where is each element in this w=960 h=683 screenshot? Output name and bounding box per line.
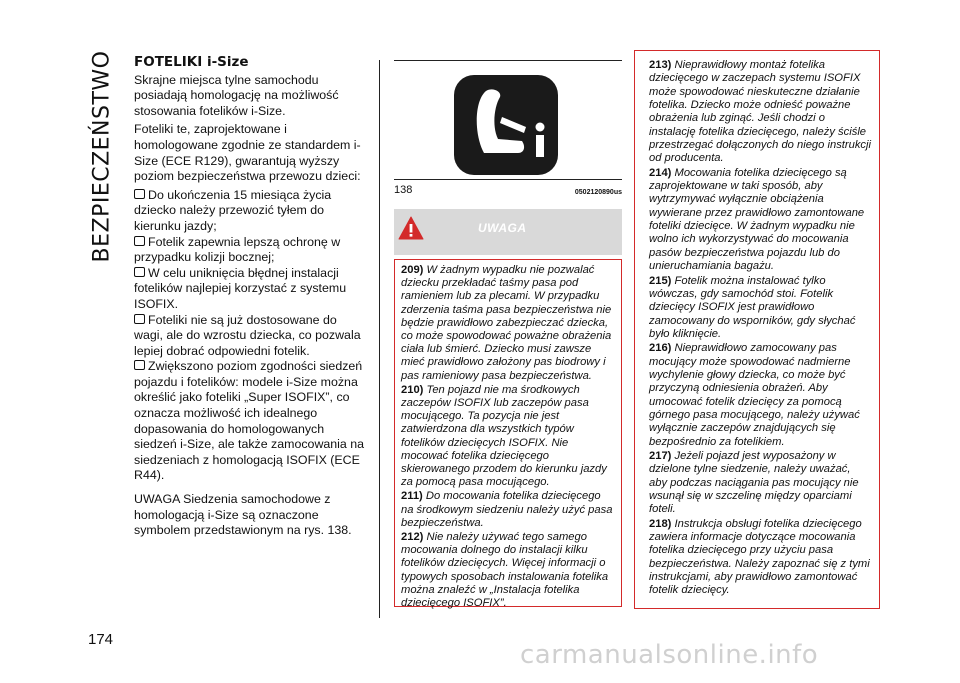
warning-triangle-icon — [398, 216, 424, 240]
watermark: carmanualsonline.info — [520, 640, 819, 670]
warning-header — [394, 209, 622, 255]
warning-text: Ten pojazd nie ma środkowych zaczepów ISOFIX lub zaczepów pasa mocującego. Ta pozycja nie jest zatwierdzona dla wszystkich typów fotelików dziecięcych ISOFIX. Nie mocować fotelika dziecięcego skierowanego przodem do kierunku jazdy za pomocą pasa mocującego. — [401, 383, 607, 489]
figure-number: 138 — [394, 184, 413, 196]
warning-item — [649, 518, 871, 598]
bullet-text: Fotelik zapewnia lepszą ochronę w przypadku kolizji bocznej; — [134, 234, 341, 265]
bullet-text: W celu uniknięcia błędnej instalacji fotelików najlepiej korzystać z systemu ISOFIX. — [134, 265, 347, 311]
warning-continued-box — [634, 50, 880, 609]
warning-number: 209) — [401, 264, 424, 276]
warning-number: 218) — [649, 517, 672, 530]
bullet-text: Zwiększono poziom zgodności siedzeń pojazdu i fotelików: modele i-Size można określić jako foteliki „Super ISOFIX”, co oznacza możliwość ich idealnego dopasowania do homologowanych siedzeń i-Size, ale także zamocowania na siedzeniach z homologacją ISOFIX (ECE R44). — [134, 359, 365, 483]
warning-number: 217) — [649, 449, 672, 462]
page-number: 174 — [88, 631, 114, 648]
warning-text: Nieprawidłowo zamocowany pas mocujący może spowodować nadmierne wychylenie głowy dziecka, co może być przyczyną odniesienia obrażeń. Aby umocować fotelik dziecięcy za pomocą górnego pasa mocującego, należy używać wyłącznie zaczepów znajdujących się bezpośrednio za fotelikiem. — [649, 342, 860, 448]
figure-138 — [394, 61, 622, 179]
warning-item — [649, 275, 871, 342]
bullet-text: Foteliki nie są już dostosowane do wagi, ale do wzrostu dziecka, co pozwala lepiej dobrać odpowiedni fotelik. — [134, 312, 361, 358]
checkbox-bullet-icon — [134, 236, 145, 246]
main-text-column — [134, 55, 366, 542]
warning-text: Do mocowania fotelika dziecięcego na środkowym siedzeniu należy użyć pasa bezpieczeństwa. — [401, 490, 613, 529]
paragraph: Foteliki te, zaprojektowane i homologowane zgodnie ze standardem i-Size (ECE R129), gwarantują wyższy poziom bezpieczeństwa przewozu dzieci: — [134, 122, 361, 184]
warning-text: Fotelik można instalować tylko wówczas, gdy samochód stoi. Fotelik dziecięcy ISOFIX jest prawidłowo zamocowany do wsporników, gdy słychać było kliknięcie. — [649, 274, 856, 340]
checkbox-bullet-icon — [134, 314, 145, 324]
checkbox-bullet-icon — [134, 360, 145, 370]
warning-item — [649, 59, 871, 166]
bullet-item — [134, 266, 366, 313]
warning-item — [649, 450, 871, 517]
warning-number: 214) — [649, 166, 672, 179]
warning-item — [401, 531, 615, 610]
warning-item — [649, 342, 871, 449]
warning-number: 216) — [649, 342, 672, 355]
isize-child-seat-icon — [394, 61, 622, 179]
warning-item — [649, 167, 871, 274]
warning-number: 212) — [401, 531, 424, 544]
bullet-item — [134, 235, 366, 266]
checkbox-bullet-icon — [134, 267, 145, 277]
warning-number: 213) — [649, 59, 672, 71]
warning-text: Instrukcja obsługi fotelika dziecięcego zawiera informacje dotyczące mocowania fotelika dziecięcego przy użyciu pasa bezpieczeństwa. Należy zapoznać się z tymi instrukcjami, aby prawidłowo zamontować fotelik dziecięcy. — [649, 517, 870, 597]
warning-box — [394, 259, 622, 610]
warning-text: Nie należy używać tego samego mocowania dolnego do instalacji kilku fotelików dziecięcych. Więcej informacji o typowych sposobach instalowania fotelika można znaleźć w „Instalacja fotelika dziecięcego ISOFIX”. — [401, 531, 609, 610]
figure-code: 0502120890us — [574, 189, 622, 196]
note-paragraph: UWAGA Siedzenia samochodowe z homologacją i-Size są oznaczone symbolem przedstawionym na rys. 138. — [134, 492, 352, 538]
section-title-text: BEZPIECZEŃSTWO — [89, 50, 115, 262]
warning-item — [401, 264, 615, 383]
warning-item — [401, 490, 615, 530]
warning-number: 210) — [401, 383, 424, 396]
heading: FOTELIKI i-Size — [134, 54, 249, 70]
bullet-item — [134, 313, 366, 360]
warning-number: 215) — [649, 274, 672, 287]
figure-caption — [394, 180, 622, 199]
checkbox-bullet-icon — [134, 189, 145, 199]
section-title — [84, 50, 120, 262]
warning-text: Jeżeli pojazd jest wyposażony w dzielone tylne siedzenie, należy uważać, aby podczas naciągania pas mocujący nie wsunął się w szczelinę między oparciami foteli. — [649, 449, 859, 516]
warning-text: Mocowania fotelika dziecięcego są zaprojektowane w taki sposób, aby wytrzymywać wyłącznie obciążenia wywierane przez prawidłowo zamontowane foteliki dziecięce. W żadnym wypadku nie wolno ich wykorzystywać do mocowania pasów bezpieczeństwa pojazdu lub do unieruchamiania bagażu. — [649, 166, 865, 273]
warning-text: Nieprawidłowy montaż fotelika dziecięcego w zaczepach systemu ISOFIX może spowodować nieskuteczne działanie fotelika. Dziecko może odnieść poważne obrażenia lub zginąć. Jeśli chodzi o instalację fotelika dziecięcego, należy ściśle przestrzegać dołączonych do niego instrukcji od producenta. — [649, 59, 872, 165]
paragraph: Skrajne miejsca tylne samochodu posiadają homologację na możliwość stosowania fotelików i-Size. — [134, 72, 339, 118]
column-divider — [379, 60, 380, 618]
warning-label: UWAGA — [478, 221, 527, 235]
bullet-item — [134, 188, 366, 235]
middle-column — [394, 60, 622, 610]
bullet-item — [134, 359, 366, 484]
warning-text: W żadnym wypadku nie pozwalać dziecku przekładać taśmy pasa pod ramieniem lub za plecami. W przypadku zderzenia taśma pasa bezpieczeństwa nie będzie prawidłowo zabezpieczać dziecka, co może spowodować poważne obrażenia ciała lub śmierć. Dziecko musi zawsze mieć prawidłowo założony pas biodrowy i pas ramieniowy pasa bezpieczeństwa. — [401, 264, 612, 382]
warning-number: 211) — [401, 490, 423, 503]
warning-item — [401, 384, 615, 490]
bullet-text: Do ukończenia 15 miesiąca życia dziecko należy przewozić tyłem do kierunku jazdy; — [134, 187, 332, 233]
